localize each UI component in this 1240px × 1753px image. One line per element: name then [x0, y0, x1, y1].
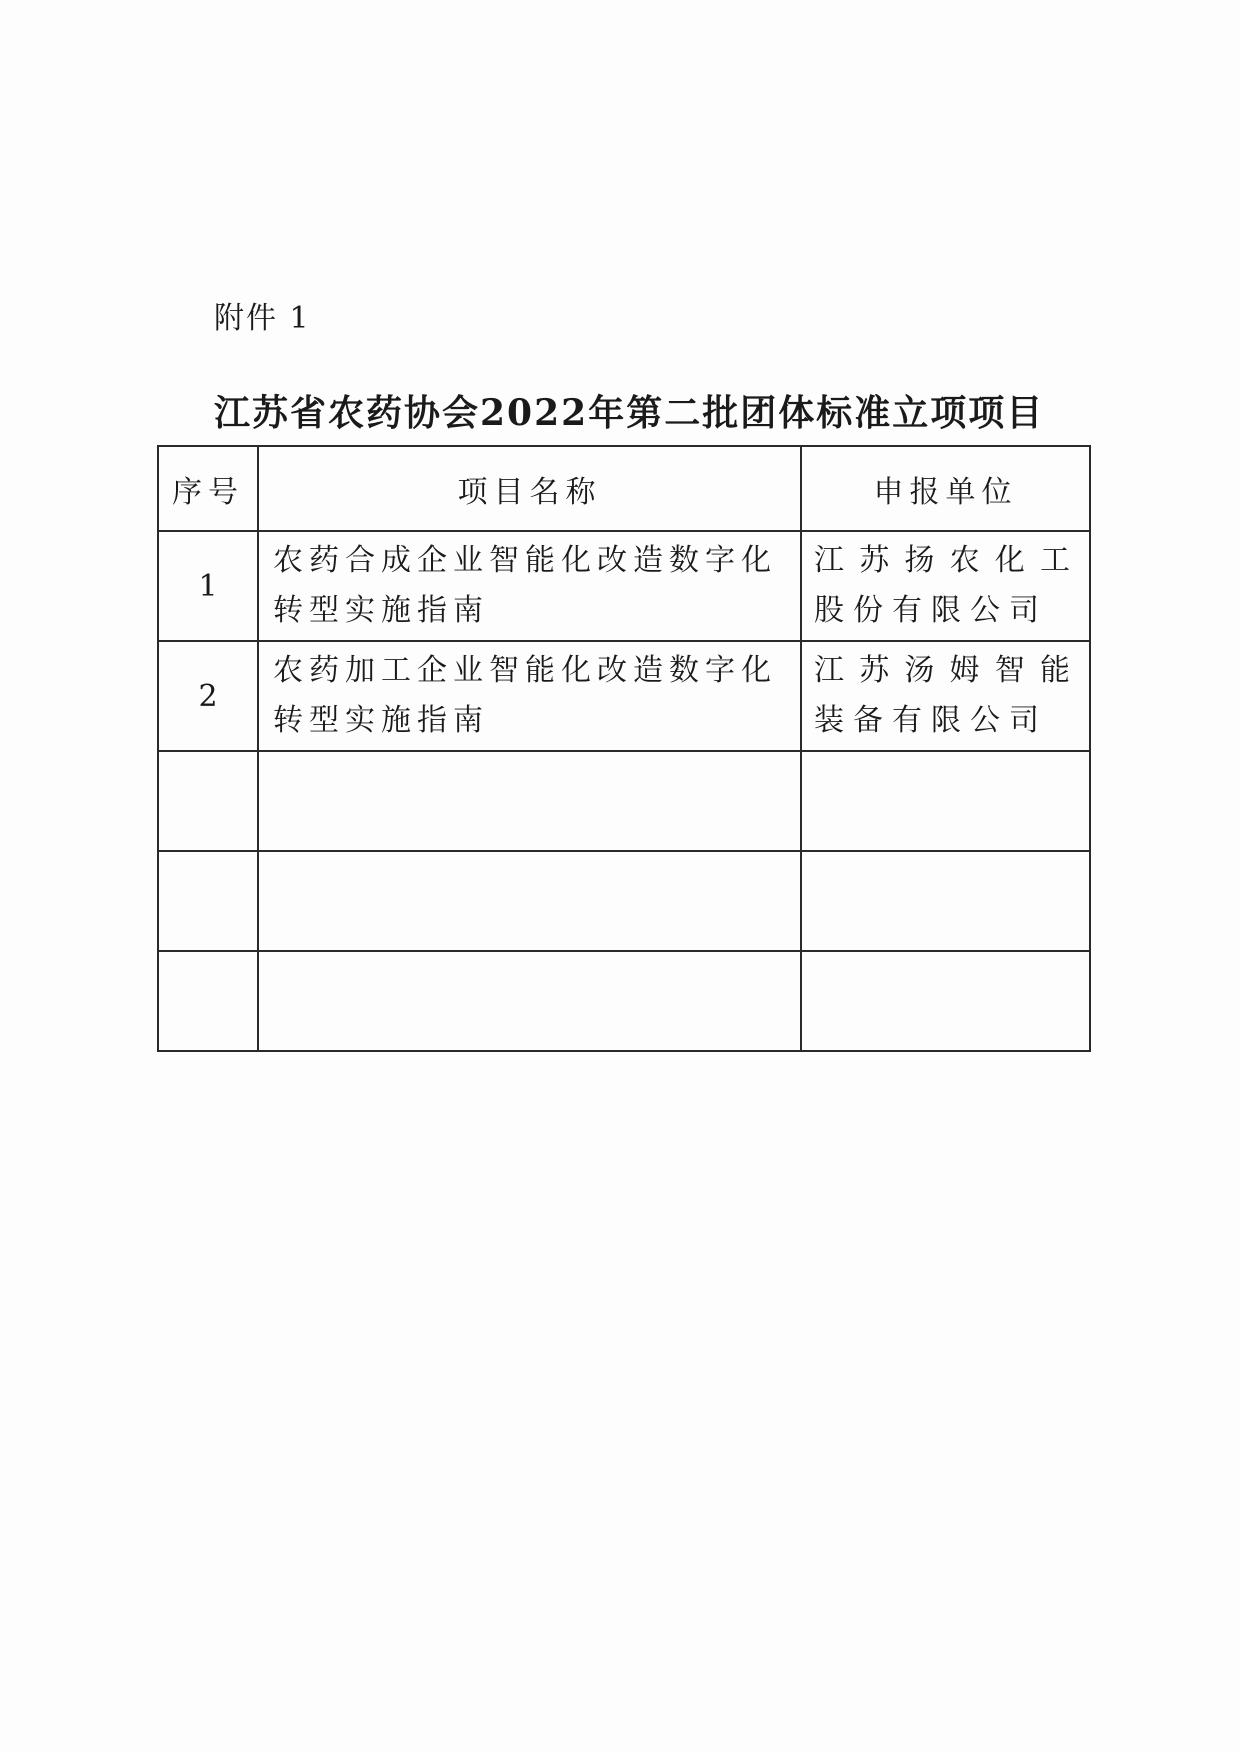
table-header-row: [158, 446, 1090, 531]
empty-cell: [258, 851, 801, 951]
row-project-name: 农药加工企业智能化改造数字化转型实施指南: [258, 641, 801, 751]
header-applicant-unit: 申报单位: [801, 446, 1090, 531]
project-table: [157, 445, 1091, 1052]
row-applicant-unit: 江苏扬农化工股份有限公司: [801, 531, 1090, 641]
row-project-name: 农药合成企业智能化改造数字化转型实施指南: [258, 531, 801, 641]
table-row: [158, 641, 1090, 751]
empty-cell: [258, 951, 801, 1051]
row-applicant-unit: 江苏汤姆智能装备有限公司: [801, 641, 1090, 751]
empty-cell: [158, 951, 258, 1051]
row-serial-number: 2: [158, 641, 258, 751]
header-project-name: 项目名称: [258, 446, 801, 531]
header-serial-number: 序号: [158, 446, 258, 531]
empty-cell: [801, 751, 1090, 851]
attachment-label: 附件 1: [214, 301, 311, 336]
table-row: [158, 531, 1090, 641]
empty-table-row: [158, 851, 1090, 951]
empty-cell: [801, 951, 1090, 1051]
empty-cell: [158, 751, 258, 851]
row-serial-number: 1: [158, 531, 258, 641]
empty-cell: [258, 751, 801, 851]
empty-table-row: [158, 951, 1090, 1051]
empty-cell: [158, 851, 258, 951]
document-title: 江苏省农药协会2022年第二批团体标准立项项目: [214, 392, 1045, 434]
empty-table-row: [158, 751, 1090, 851]
empty-cell: [801, 851, 1090, 951]
